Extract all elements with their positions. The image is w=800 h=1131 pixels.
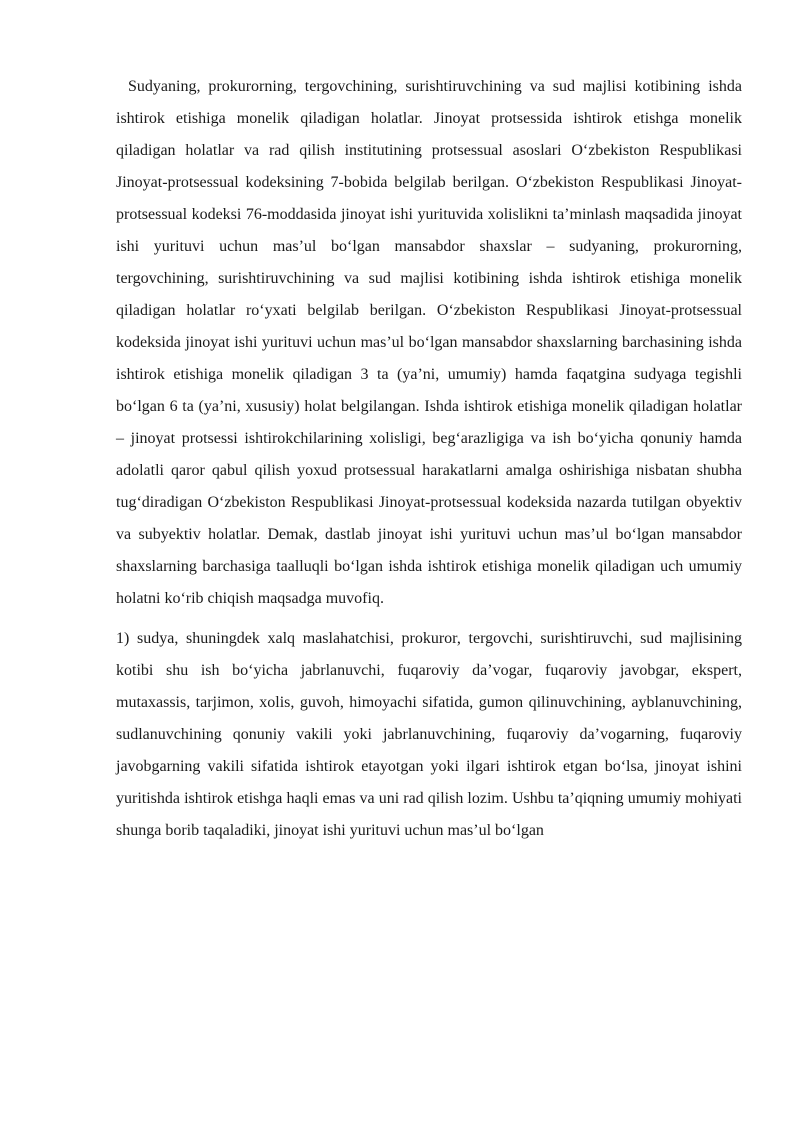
paragraph-intro: Sudyaning, prokurorning, tergovchining, surishtiruvchining va sud majlisi kotibining ishda ishtirok etishiga monelik qiladigan holatlar. Jinoyat protsessida ishtirok etishga monelik qiladigan holatlar va rad qilish institutining protsessual asoslari O‘zbekiston Respublikasi Jinoyat-protsessual kodeksining 7-bobida belgilab berilgan. O‘zbekiston Respublikasi Jinoyat-protsessual kodeksi 76-moddasida jinoyat ishi yurituvida xolislikni ta’minlash maqsadida jinoyat ishi yurituvi uchun mas’ul bo‘lgan mansabdor shaxslar – sudyaning, prokurorning, tergovchining, surishtiruvchining va sud majlisi kotibining ishda ishtirok etishiga monelik qiladigan holatlar ro‘yxati belgilab berilgan. O‘zbekiston Respublikasi Jinoyat-protsessual kodeksida jinoyat ishi yurituvi uchun mas’ul bo‘lgan mansabdor shaxslarning barchasining ishda ishtirok etishiga monelik qiladigan 3 ta (ya’ni, umumiy) hamda faqatgina sudyaga tegishli bo‘lgan 6 ta (ya’ni, xususiy) holat belgilangan. Ishda ishtirok etishiga monelik qiladigan holatlar – jinoyat protsessi ishtirokchilarining xolisligi, beg‘arazligiga va ish bo‘yicha qonuniy hamda adolatli qaror qabul qilish yoxud protsessual harakatlarni amalga oshirishiga nisbatan shubha tug‘diradigan O‘zbekiston Respublikasi Jinoyat-protsessual kodeksida nazarda tutilgan obyektiv va subyektiv holatlar. Demak, dastlab jinoyat ishi yurituvi uchun mas’ul bo‘lgan mansabdor shaxslarning barchasiga taalluqli bo‘lgan ishda ishtirok etishiga monelik qiladigan uch umumiy holatni ko‘rib chiqish maqsadga muvofiq. xyxy=(116,78,742,607)
paragraph-item-1: 1) sudya, shuningdek xalq maslahatchisi, prokuror, tergovchi, surishtiruvchi, sud majlisining kotibi shu ish bo‘yicha jabrlanuvchi, fuqaroviy da’vogar, fuqaroviy javobgar, ekspert, mutaxassis, tarjimon, xolis, guvoh, himoyachi sifatida, gumon qilinuvchining, ayblanuvchining, sudlanuvchining qonuniy vakili yoki jabrlanuvchining, fuqaroviy da’vogarning, fuqaroviy javobgarning vakili sifatida ishtirok etayotgan yoki ilgari ishtirok etgan bo‘lsa, jinoyat ishini yuritishda ishtirok etishga haqli emas va uni rad qilish lozim. Ushbu ta’qiqning umumiy mohiyati shunga borib taqaladiki, jinoyat ishi yurituvi uchun mas’ul bo‘lgan xyxy=(116,630,742,839)
document-page xyxy=(116,71,742,847)
